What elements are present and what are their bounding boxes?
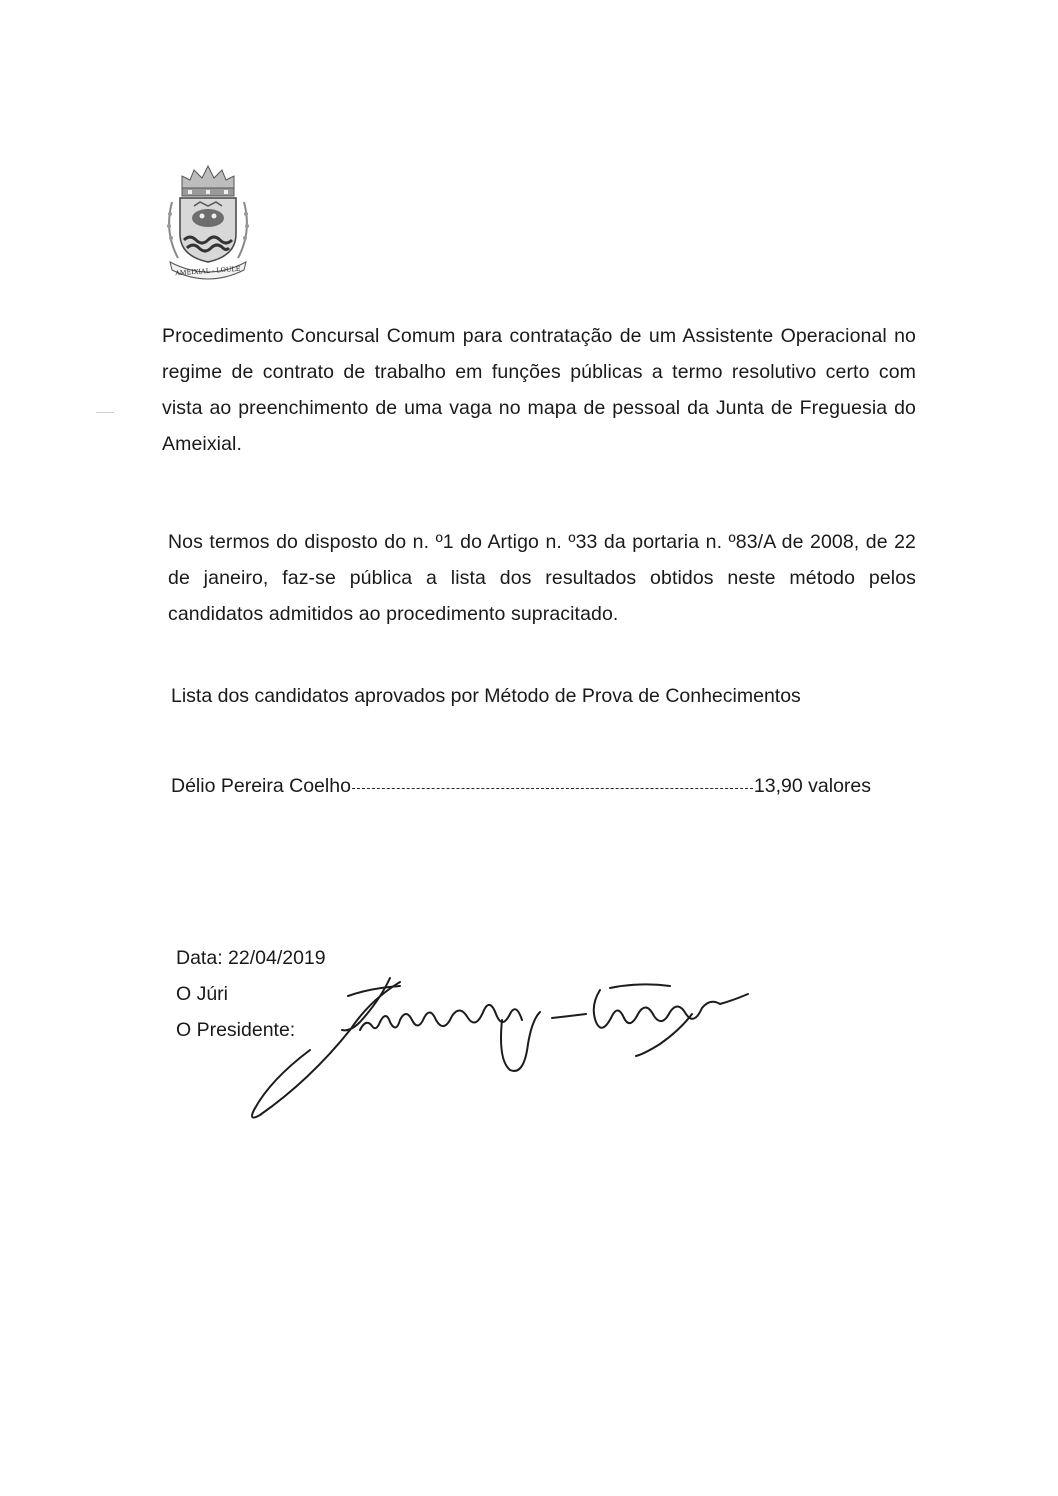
svg-text:AMEIXIAL - LOULÉ: AMEIXIAL - LOULÉ	[174, 264, 241, 278]
procedure-description: Procedimento Concursal Comum para contratação de um Assistente Operacional no regime de contrato de trabalho em funções públicas a termo resolutivo certo com vista ao preenchimento de uma vaga no mapa de pessoal da Junta de Freguesia do Ameixial.	[162, 325, 916, 455]
date-line: Data: 22/04/2019	[176, 947, 326, 969]
scan-artifact	[96, 412, 114, 413]
handwritten-signature-icon	[240, 960, 760, 1130]
coat-of-arms-icon	[160, 162, 256, 280]
legal-basis-paragraph: Nos termos do disposto do n. º1 do Artigo n. º33 da portaria n. º83/A de 2008, de 22 de janeiro, faz-se pública a lista dos resultados obtidos neste método pelos candidatos admitidos ao procedimento supracitado.	[168, 531, 916, 625]
candidate-name: Délio Pereira Coelho	[171, 775, 351, 797]
candidate-score: 13,90 valores	[753, 775, 871, 797]
dashed-leader	[352, 788, 753, 789]
jury-line: O Júri	[176, 983, 229, 1005]
president-line: O Presidente:	[176, 1019, 296, 1041]
candidate-result-row	[171, 766, 871, 798]
approved-candidates-title: Lista dos candidatos aprovados por Método de Prova de Conhecimentos	[171, 685, 801, 707]
